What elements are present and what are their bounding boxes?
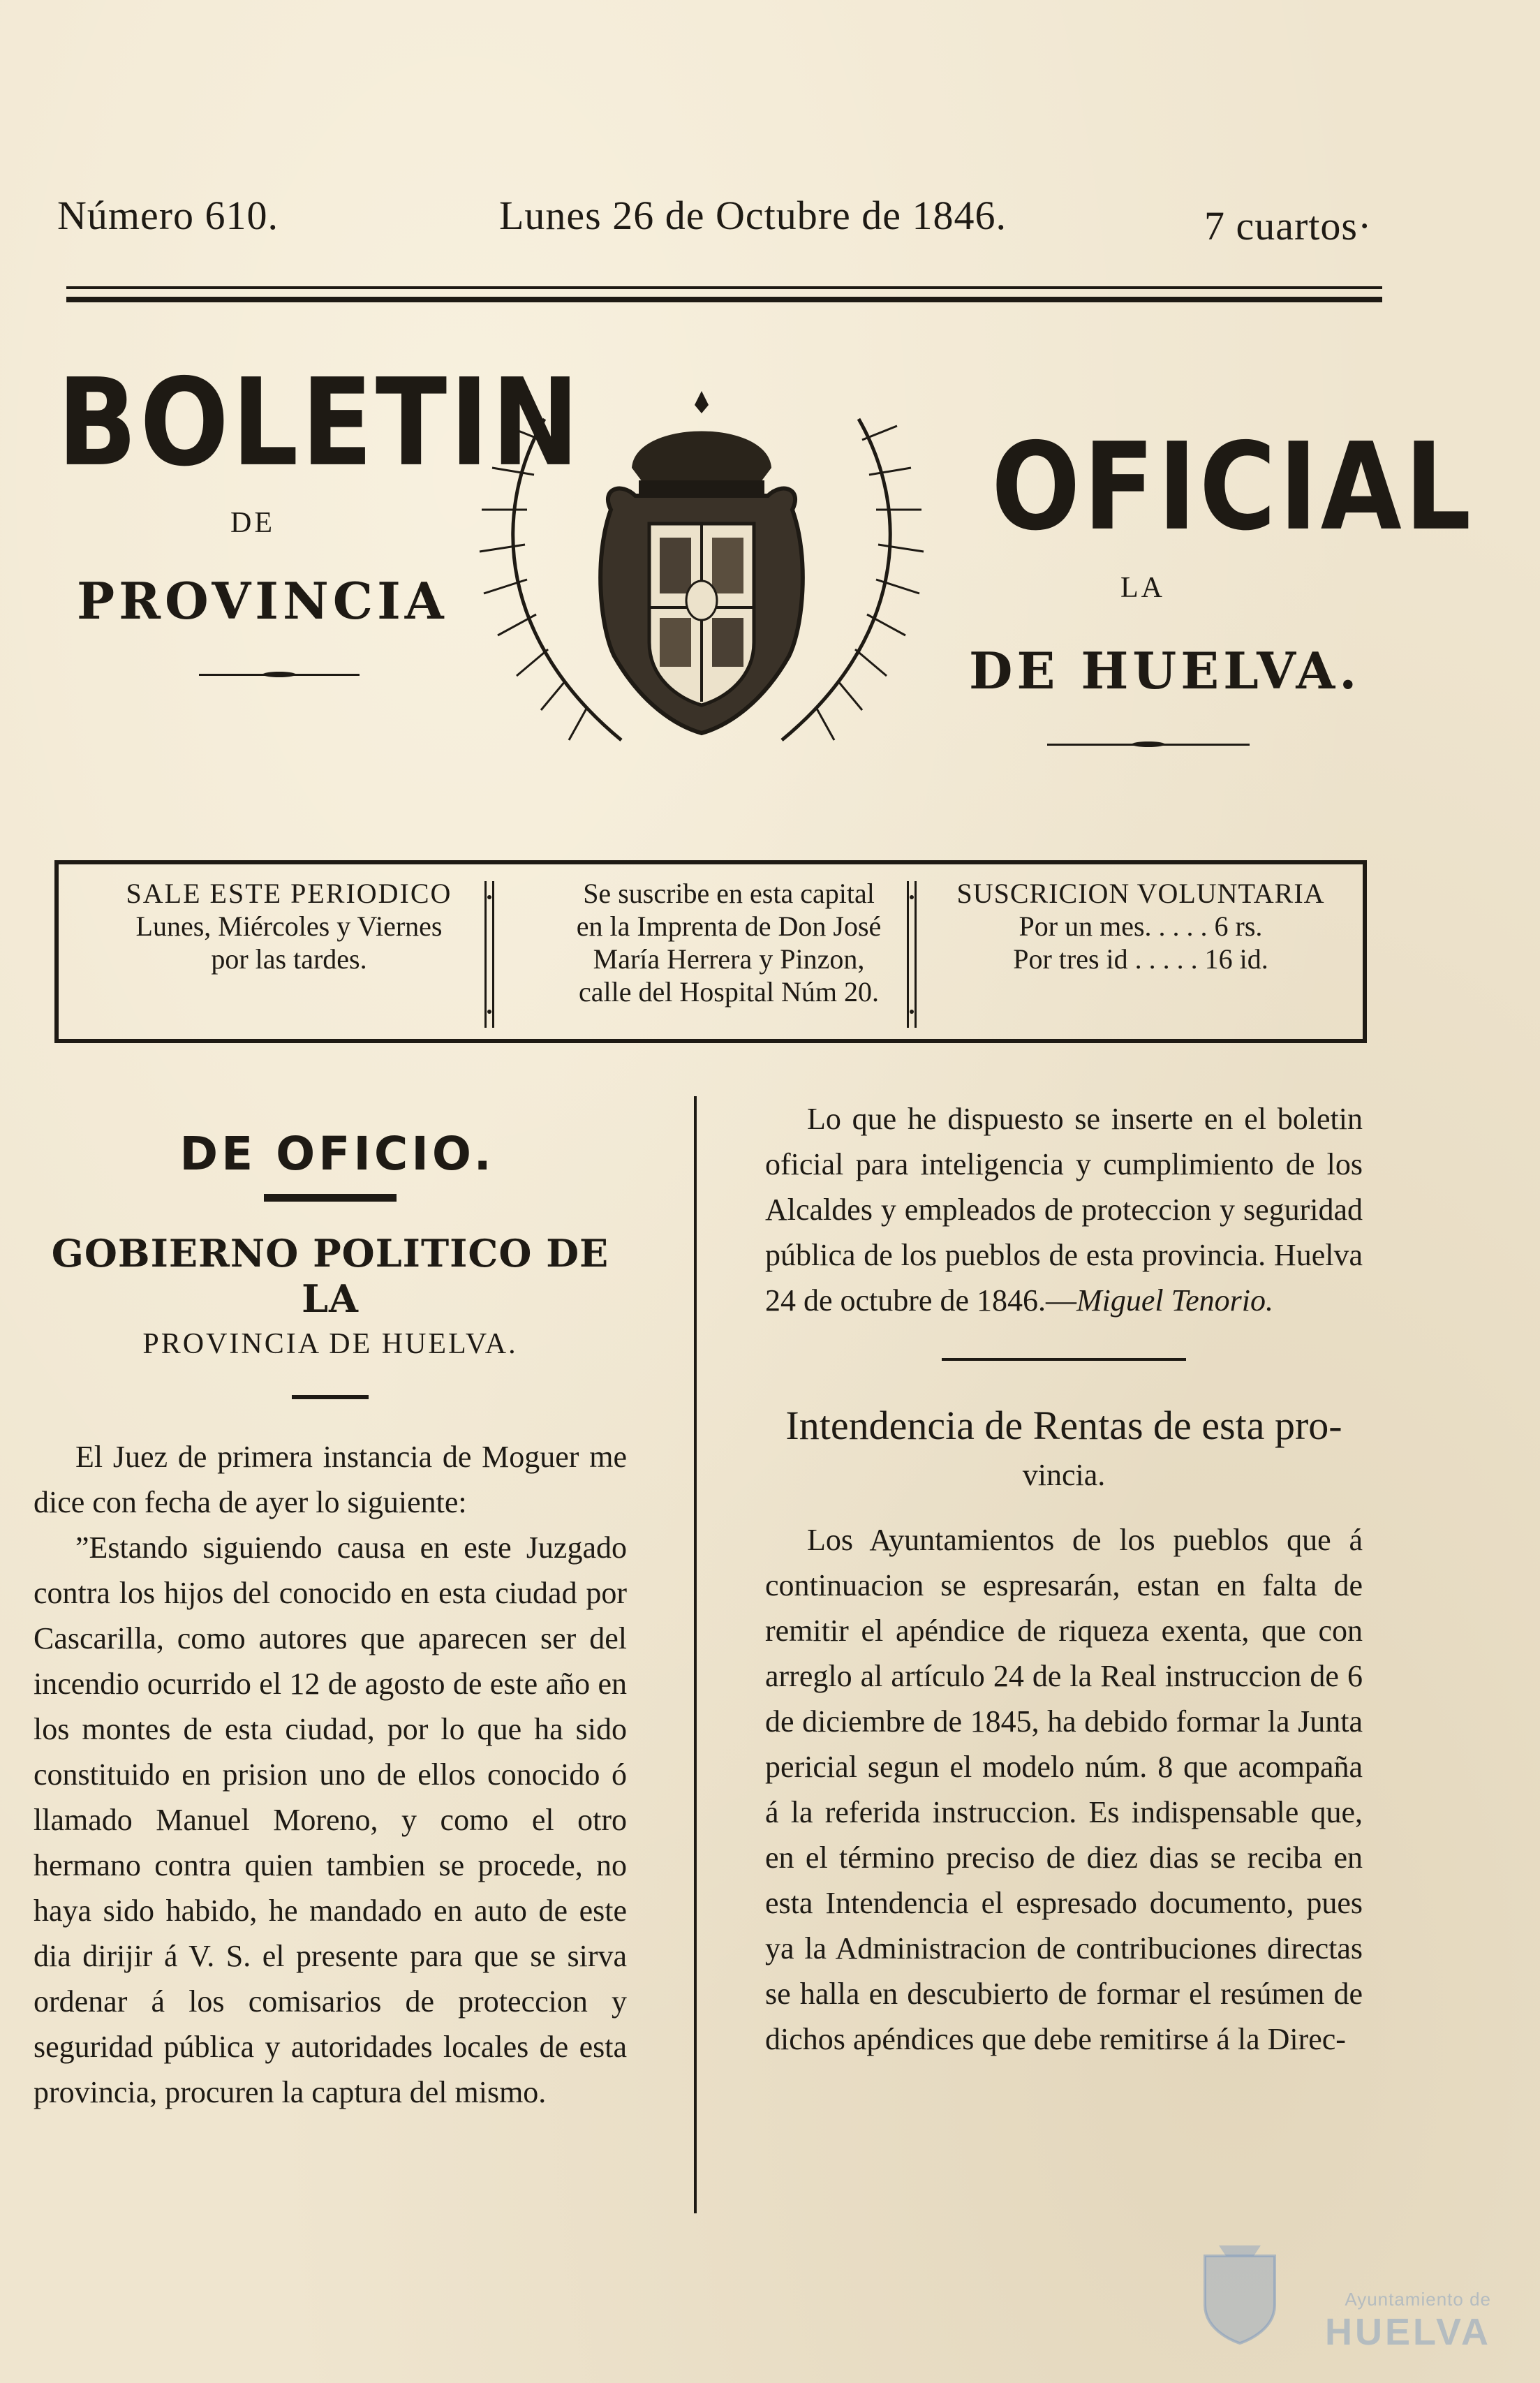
coat-of-arms-emblem bbox=[461, 377, 942, 768]
intendencia-heading-cont: vincia. bbox=[1022, 1458, 1106, 1492]
paragraph: Los Ayuntamientos de los pueblos que á continuacion se espresarán, estan en falta de remitir el apéndice de riqueza exenta, que con arreglo al artículo 24 de la Real instruccion de 6 de diciembre de 1845, ha debido formar la Junta pericial segun el modelo núm. 8 que acompaña á la referida instruccion. Es indispensable que, en el término preciso de diez dias se reciba en esta Intendencia el espresado documento, pues ya la Administracion de contribuciones directas se halla en descubierto de formar el resúmen de dichos apéndices que debe remitirse á la Direc- bbox=[765, 1523, 1363, 2056]
issue-number: Número 610. bbox=[57, 193, 279, 238]
masthead-rule-bottom bbox=[66, 297, 1382, 302]
ornament-right bbox=[1047, 740, 1250, 748]
intendencia-heading: Intendencia de Rentas de esta pro- bbox=[785, 1403, 1342, 1448]
section-rule bbox=[942, 1358, 1186, 1361]
gobierno-subheading: PROVINCIA DE HUELVA. bbox=[142, 1328, 518, 1360]
location-line: en la Imprenta de Don José bbox=[576, 910, 882, 942]
title-de: DE bbox=[230, 507, 275, 539]
ornament-left bbox=[199, 670, 360, 679]
column-divider bbox=[694, 1096, 697, 2213]
subscription-box bbox=[54, 860, 1367, 1043]
gobierno-heading: GOBIERNO POLITICO DE LA bbox=[51, 1231, 609, 1321]
heading-rule bbox=[264, 1194, 397, 1202]
paragraph: El Juez de primera instancia de Moguer me dice con fecha de ayer lo siguiente: bbox=[34, 1440, 627, 1519]
prices-title: SUSCRICION VOLUNTARIA bbox=[956, 878, 1325, 909]
left-column bbox=[34, 1127, 627, 2115]
heading-rule-small bbox=[292, 1395, 369, 1399]
location-line: María Herrera y Pinzon, bbox=[593, 943, 865, 975]
title-provincia: PROVINCIA bbox=[77, 571, 448, 630]
subscription-schedule bbox=[73, 877, 505, 975]
subscription-prices bbox=[931, 877, 1350, 975]
title-oficial: OFICIAL bbox=[991, 418, 1474, 558]
masthead-rule-top bbox=[66, 286, 1382, 289]
location-line: calle del Hospital Núm 20. bbox=[579, 976, 879, 1008]
price-line: Por tres id . . . . . 16 id. bbox=[1013, 943, 1268, 975]
paragraph-text: Lo que he dispuesto se inserte en el boletin oficial para inteligencia y cumplimiento de los Alcaldes y empleados de proteccion y seguridad pública de los pueblos de esta provincia. Huelva 24 de octubre de 1846.— bbox=[765, 1102, 1363, 1318]
signature: Miguel Tenorio. bbox=[1076, 1283, 1273, 1318]
right-column bbox=[765, 1096, 1363, 2062]
watermark-bottom: HUELVA bbox=[1325, 2311, 1491, 2353]
city-crest-icon bbox=[1198, 2242, 1282, 2347]
price-line: Por un mes. . . . . 6 rs. bbox=[1019, 910, 1263, 942]
title-de-huelva: DE HUELVA. bbox=[969, 641, 1361, 700]
schedule-line: Lunes, Miércoles y Viernes bbox=[135, 910, 443, 942]
archive-watermark bbox=[1325, 2289, 1491, 2354]
issue-price: 7 cuartos· bbox=[1204, 203, 1372, 249]
schedule-line: por las tardes. bbox=[211, 943, 367, 975]
box-divider-left bbox=[484, 881, 494, 1028]
issue-date: Lunes 26 de Octubre de 1846. bbox=[499, 193, 1007, 238]
schedule-title: SALE ESTE PERIODICO bbox=[126, 878, 452, 909]
paragraph: ”Estando siguiendo causa en este Juzgado contra los hijos del conocido en esta ciudad por Cascarilla, como autores que aparecen ser del incendio ocurrido el 12 de agosto de este año en los montes de esta ciudad, por lo que ha sido constituido en prision uno de ellos conocido ó llamado Manuel Moreno, y como el otro hermano contra quien tambien se procede, no haya sido habido, he mandado en auto de este dia dirijir á V. S. el presente para que se sirva ordenar á los comisarios de proteccion y seguridad pública y autoridades locales de esta provincia, procuren la captura del mismo. bbox=[34, 1530, 627, 2109]
subscription-location bbox=[505, 877, 952, 1008]
location-line: Se suscribe en esta capital bbox=[583, 878, 875, 909]
section-heading-de-oficio: DE OFICIO. bbox=[179, 1127, 495, 1181]
title-boletin: BOLETIN bbox=[57, 353, 582, 494]
title-la: LA bbox=[1120, 572, 1165, 604]
watermark-top: Ayuntamiento de bbox=[1345, 2289, 1491, 2310]
paragraph bbox=[765, 1096, 1363, 1323]
box-divider-right bbox=[907, 881, 917, 1028]
